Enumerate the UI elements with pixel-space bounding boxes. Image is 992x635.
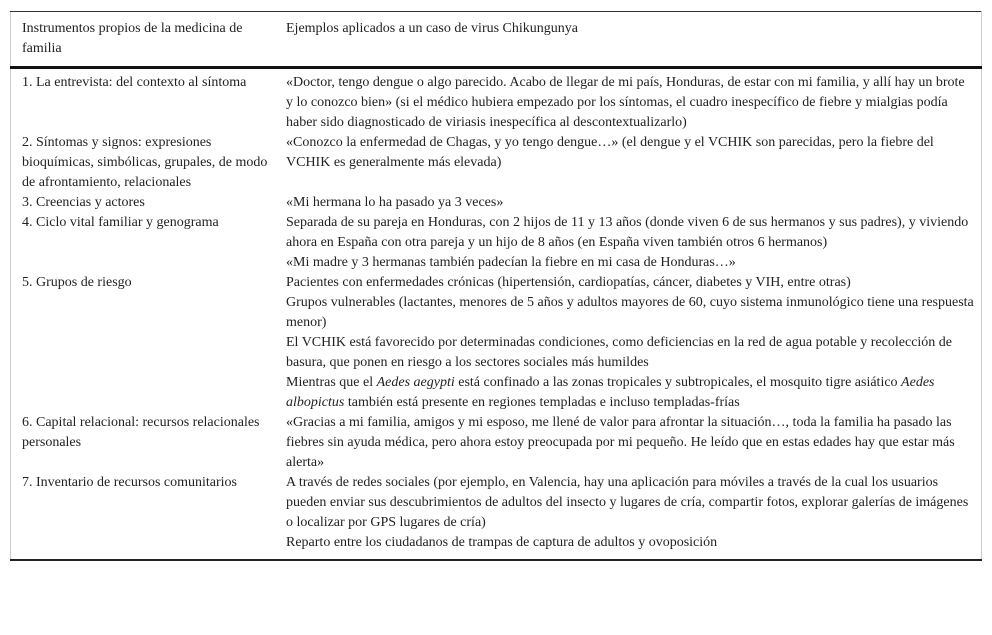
example-text: «Conozco la enfermedad de Chagas, y yo tengo dengue…» (el dengue y el VCHIK son parecidas, pero la fiebre del VCHIK es generalmente más elevada): [286, 135, 934, 170]
instruments-table: [10, 11, 982, 561]
example-text: «Doctor, tengo dengue o algo parecido. Acabo de llegar de mi país, Honduras, de estar con mi familia, y allí hay un brote y lo conozco bien» (si el médico hubiera empezado por los síntomas, el cuadro inespecífico de fiebre y mialgias podía haber sido diagnosticado de viriasis inespecífica al descontextualizarlo): [286, 75, 965, 130]
row-label: 4. Ciclo vital familiar y genograma: [22, 215, 219, 230]
table-row: [11, 273, 982, 413]
species-name: Aedes albopictus: [286, 375, 935, 410]
text-part: también está presente en regiones templadas e incluso templadas-frías: [344, 395, 740, 410]
example-text: El VCHIK está favorecido por determinadas condiciones, como deficiencias en la red de agua potable y recolección de basura, que ponen en riesgo a los sectores sociales más humildes: [286, 335, 953, 370]
table-row: [11, 133, 982, 193]
text-part: está confinado a las zonas tropicales y subtropicales, el mosquito tigre asiático: [454, 375, 902, 390]
table-row: [11, 68, 982, 134]
row-examples: [275, 473, 982, 560]
row-label: 3. Creencias y actores: [22, 195, 145, 210]
row-examples: [275, 68, 982, 134]
header-instruments: Instrumentos propios de la medicina de familia: [11, 12, 276, 68]
example-text: A través de redes sociales (por ejemplo, en Valencia, hay una aplicación para móviles a través de la cual los usuarios pueden enviar sus descubrimientos de adultos del insecto y lugares de cría, compartir fotos, explorar galerías de imágenes o localizar por GPS lugares de cría): [286, 475, 969, 530]
row-label: 1. La entrevista: del contexto al síntoma: [22, 75, 247, 90]
row-examples: [275, 133, 982, 193]
example-text-aedes: [286, 373, 975, 413]
row-examples: [275, 193, 982, 213]
text-part: Mientras que el: [286, 375, 377, 390]
example-text: «Gracias a mi familia, amigos y mi esposo, me llené de valor para afrontar la situación…, toda la familia ha pasado las fiebres sin ayuda médica, pero ahora estoy preocupada por mi pequeño. He leído que en estas edades hay que estar más alerta»: [286, 415, 955, 470]
header-examples: Ejemplos aplicados a un caso de virus Chikungunya: [275, 12, 982, 68]
table-row: [11, 213, 982, 273]
example-text: Grupos vulnerables (lactantes, menores de 5 años y adultos mayores de 60, cuyo sistema inmunológico tiene una respuesta menor): [286, 295, 974, 330]
table-container: [10, 11, 982, 561]
table-header-row: [11, 12, 982, 68]
example-text: «Mi madre y 3 hermanas también padecían la fiebre en mi casa de Honduras…»: [286, 255, 736, 270]
row-label: 5. Grupos de riesgo: [22, 275, 132, 290]
row-examples: [275, 273, 982, 413]
row-label: 6. Capital relacional: recursos relacionales personales: [22, 415, 260, 450]
example-text: Pacientes con enfermedades crónicas (hipertensión, cardiopatías, cáncer, diabetes y VIH, entre otras): [286, 275, 851, 290]
row-examples: [275, 413, 982, 473]
example-text: Reparto entre los ciudadanos de trampas de captura de adultos y ovoposición: [286, 535, 718, 550]
row-label: 2. Síntomas y signos: expresiones bioquímicas, simbólicas, grupales, de modo de afrontamiento, relacionales: [22, 135, 268, 190]
row-examples: [275, 213, 982, 273]
example-text: Separada de su pareja en Honduras, con 2 hijos de 11 y 13 años (donde viven 6 de sus hermanos y sus padres), y viviendo ahora en España con otra pareja y un hijo de 8 años (en España viven también otros 6 hermanos): [286, 215, 969, 250]
table-row: [11, 193, 982, 213]
table-row: [11, 413, 982, 473]
species-name: Aedes aegypti: [376, 375, 455, 390]
example-text: «Mi hermana lo ha pasado ya 3 veces»: [286, 195, 504, 210]
table-row: [11, 473, 982, 560]
row-label: 7. Inventario de recursos comunitarios: [22, 475, 237, 490]
